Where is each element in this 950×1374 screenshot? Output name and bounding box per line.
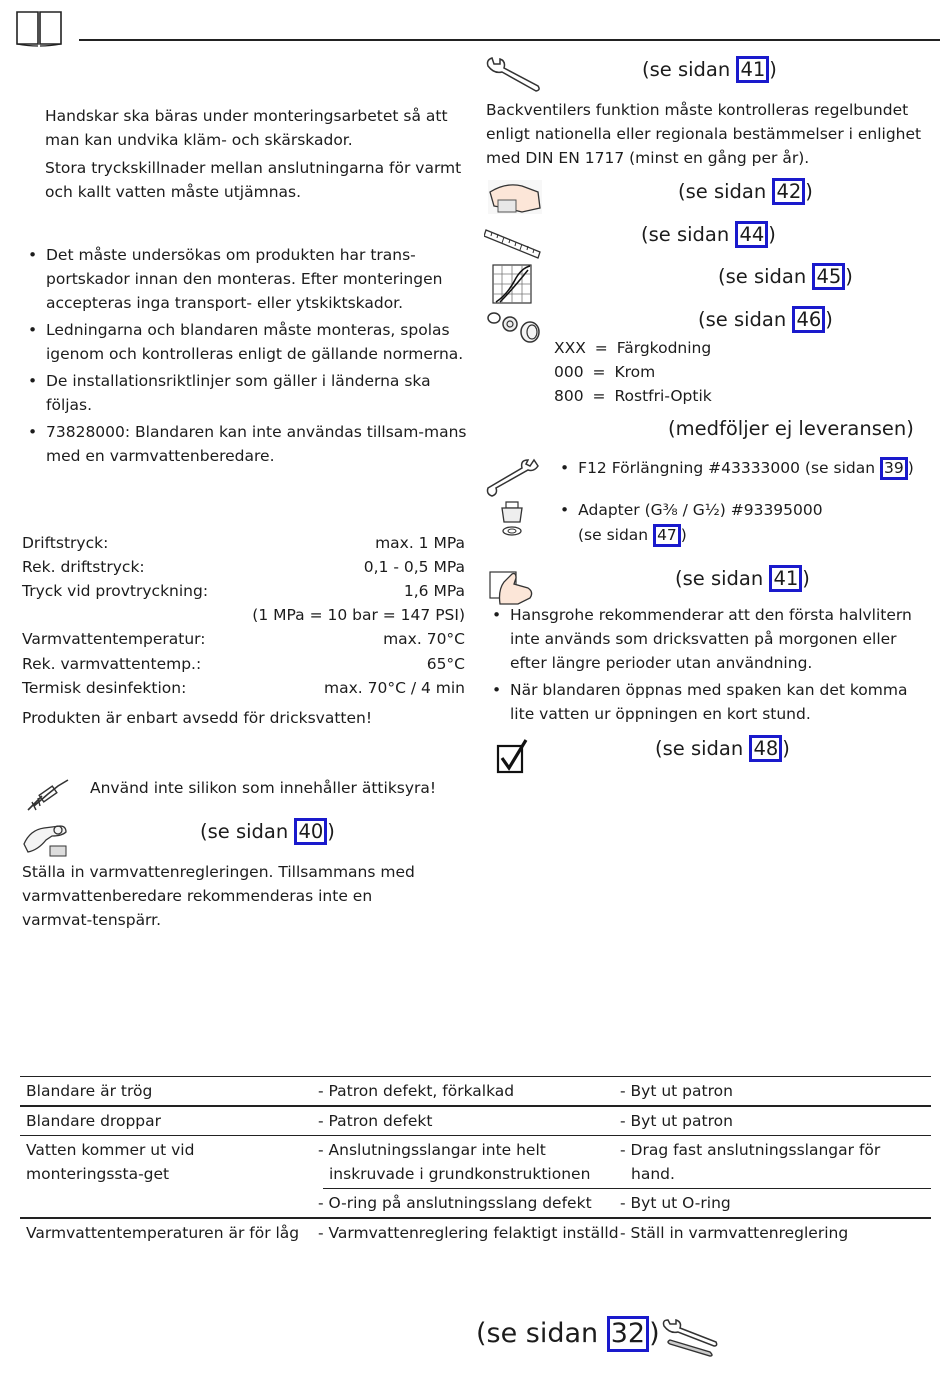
see-page-text: (se sidan bbox=[200, 820, 295, 843]
problem-cell: Varmvattentemperaturen är för låg bbox=[26, 1224, 300, 1242]
page-link-47[interactable]: 47 bbox=[653, 524, 681, 547]
see-page-close: ) bbox=[845, 265, 853, 288]
spec-row bbox=[22, 558, 465, 582]
remedy-cell: - Drag fast anslutningsslangar för hand. bbox=[625, 1136, 931, 1189]
spec-label: Tryck vid provtryckning: bbox=[22, 582, 209, 600]
remedy-cell: - Byt ut patron bbox=[625, 1077, 931, 1107]
usage-bullet: • När blandaren öppnas med spaken kan det komma lite vatten ur öppningen en kort stund. bbox=[486, 678, 931, 726]
see-page-close: ) bbox=[327, 820, 335, 843]
see-page-44 bbox=[641, 221, 776, 248]
problem-cell: Blandare droppar bbox=[20, 1106, 323, 1136]
problem-cell: Blandare är trög bbox=[20, 1077, 323, 1107]
spec-value: 0,1 - 0,5 MPa bbox=[363, 558, 465, 576]
see-page-text: (se sidan bbox=[476, 1318, 607, 1349]
spec-value: max. 1 MPa bbox=[375, 534, 465, 552]
spec-label: Rek. varmvattentemp.: bbox=[22, 655, 202, 673]
spec-row bbox=[22, 630, 465, 654]
see-page-close: ) bbox=[769, 58, 777, 81]
code: 000 bbox=[554, 363, 584, 381]
spec-value: 65°C bbox=[426, 655, 465, 673]
color-code bbox=[554, 360, 655, 384]
cause-cell: - Patron defekt bbox=[323, 1106, 625, 1136]
cleaning-hand-icon bbox=[486, 178, 544, 216]
code: 800 bbox=[554, 387, 584, 405]
spec-row bbox=[22, 606, 465, 630]
spare-parts-icon bbox=[486, 306, 544, 346]
spec-label: Rek. driftstryck: bbox=[22, 558, 145, 576]
see-page-close: ) bbox=[782, 737, 790, 760]
page-link-48[interactable]: 48 bbox=[749, 735, 782, 762]
install-bullet: • 73828000: Blandaren kan inte användas tillsam-mans med en varmvattenberedare. bbox=[22, 420, 467, 468]
accessory-text: Adapter (G³⁄₈ / G½) #93395000 bbox=[578, 501, 823, 519]
bullet: • bbox=[560, 501, 570, 519]
install-bullet: • De installationsriktlinjer som gäller i länderna ska följas. bbox=[22, 369, 467, 417]
see-page-close: ) bbox=[805, 180, 813, 203]
code: XXX bbox=[554, 339, 586, 357]
page-link-41[interactable]: 41 bbox=[769, 565, 802, 592]
backflow-note: Backventilers funktion måste kontrolleras regelbundet enligt nationella eller regionala bestämmelser i enlighet med DIN EN 1717 (minst en gång per år). bbox=[486, 101, 922, 167]
silicone-gun-icon bbox=[26, 776, 70, 812]
safety-text-2: Stora tryckskillnader mellan anslutningarna för varmt och kallt vatten måste utjämnas. bbox=[45, 159, 462, 201]
see-page-close: ) bbox=[649, 1318, 660, 1349]
spec-label: Termisk desinfektion: bbox=[22, 679, 187, 697]
bullet: • bbox=[560, 459, 570, 477]
see-page-text: (se sidan bbox=[642, 58, 737, 81]
hot-water-note: Ställa in varmvattenregleringen. Tillsammans med varmvattenberedare rekommenderas inte en varmvat-tenspärr. bbox=[22, 863, 415, 929]
wrench-icon bbox=[484, 56, 542, 94]
see-page-text: (se sidan bbox=[578, 526, 654, 544]
see-page-text: (se sidan bbox=[655, 737, 750, 760]
table-row bbox=[20, 1136, 931, 1189]
accessory-adapter-see bbox=[578, 523, 687, 547]
equals: = bbox=[592, 387, 606, 405]
code-name: Rostfri-Optik bbox=[614, 387, 712, 405]
see-page-text: (se sidan bbox=[678, 180, 773, 203]
page-link-45[interactable]: 45 bbox=[812, 263, 845, 290]
book-icon bbox=[14, 10, 64, 48]
not-included-heading: (medföljer ej leveransen) bbox=[668, 417, 914, 440]
footer-see-page-32 bbox=[476, 1316, 660, 1352]
problem-cell: Vatten kommer ut vid monteringssta-get bbox=[20, 1136, 323, 1219]
see-page-45 bbox=[718, 263, 853, 290]
see-page-text: (se sidan bbox=[675, 567, 770, 590]
see-page-48 bbox=[655, 735, 790, 762]
spec-row bbox=[22, 582, 465, 606]
header-rule bbox=[79, 39, 940, 41]
table-row bbox=[20, 1106, 931, 1136]
accessory-adapter bbox=[560, 498, 823, 522]
spec-label: Varmvattentemperatur: bbox=[22, 630, 206, 648]
see-page-text: (se sidan bbox=[718, 265, 813, 288]
tools-icon bbox=[660, 1318, 720, 1358]
checkbox-checked-icon bbox=[496, 738, 530, 776]
install-bullet: • Det måste undersökas om produkten har trans-portskador innan den monteras. Efter monteringen accepteras inga transport- eller ytskiktskador. bbox=[22, 243, 467, 315]
table-row bbox=[20, 1218, 931, 1247]
page-link-32[interactable]: 32 bbox=[607, 1316, 649, 1352]
extension-wrench-icon bbox=[484, 458, 542, 498]
spec-value: max. 70°C bbox=[383, 630, 465, 648]
see-page-41b bbox=[675, 565, 810, 592]
see-page-text: (se sidan bbox=[641, 223, 736, 246]
ruler-icon bbox=[484, 222, 542, 260]
safety-text-1: Handskar ska bäras under monteringsarbetet så att man kan undvika kläm- och skärskador. bbox=[45, 107, 448, 149]
see-page-close: ) bbox=[825, 308, 833, 331]
spec-row bbox=[22, 679, 465, 703]
accessory-extension bbox=[560, 456, 914, 480]
code-name: Färgkodning bbox=[616, 339, 712, 357]
usage-bullets bbox=[486, 603, 931, 729]
cause-cell: - O-ring på anslutningsslang defekt bbox=[323, 1189, 625, 1219]
see-page-41 bbox=[642, 56, 777, 83]
spec-label: Driftstryck: bbox=[22, 534, 109, 552]
silicone-note: Använd inte silikon som innehåller ättiksyra! bbox=[90, 779, 437, 797]
install-bullets bbox=[22, 243, 467, 471]
code-name: Krom bbox=[614, 363, 656, 381]
equals: = bbox=[594, 339, 608, 357]
see-page-close: ) bbox=[768, 223, 776, 246]
thermostat-hand-icon bbox=[22, 820, 70, 860]
remedy-cell: - Byt ut patron bbox=[625, 1106, 931, 1136]
see-page-40 bbox=[200, 818, 335, 845]
see-page-close: ) bbox=[907, 459, 914, 477]
see-page-close: ) bbox=[802, 567, 810, 590]
page-link-42[interactable]: 42 bbox=[772, 178, 805, 205]
see-page-42 bbox=[678, 178, 813, 205]
flow-diagram-icon bbox=[492, 264, 532, 304]
see-page-46 bbox=[698, 306, 833, 333]
remedy-cell: - Ställ in varmvattenreglering bbox=[620, 1224, 849, 1242]
see-page-close: ) bbox=[680, 526, 687, 544]
page-link-40[interactable]: 40 bbox=[294, 818, 327, 845]
page-link-41[interactable]: 41 bbox=[736, 56, 769, 83]
color-code bbox=[554, 384, 712, 408]
spec-row bbox=[22, 655, 465, 679]
see-page-text: (se sidan bbox=[698, 308, 793, 331]
cause-cell: - Patron defekt, förkalkad bbox=[323, 1077, 625, 1107]
troubleshooting-table bbox=[20, 1076, 931, 1247]
equals: = bbox=[592, 363, 606, 381]
table-row bbox=[20, 1077, 931, 1107]
page-link-46[interactable]: 46 bbox=[792, 306, 825, 333]
usage-bullet: • Hansgrohe rekommenderar att den första halvlitern inte används som dricksvatten på morgonen eller efter längre perioder utan användning. bbox=[486, 603, 931, 675]
drinking-water-note: Produkten är enbart avsedd för dricksvatten! bbox=[22, 709, 373, 727]
spec-value: 1,6 MPa bbox=[403, 582, 465, 600]
adapter-icon bbox=[498, 500, 526, 538]
install-bullet: • Ledningarna och blandaren måste monteras, spolas igenom och kontrolleras enligt de gällande normerna. bbox=[22, 318, 467, 366]
hand-lever-icon bbox=[488, 566, 536, 606]
page-link-39[interactable]: 39 bbox=[880, 457, 908, 480]
page-link-44[interactable]: 44 bbox=[735, 221, 768, 248]
spec-row bbox=[22, 534, 465, 558]
spec-value: (1 MPa = 10 bar = 147 PSI) bbox=[252, 606, 465, 624]
color-code bbox=[554, 336, 711, 360]
cause-cell: - Anslutningsslangar inte helt inskruvade i grundkonstruktionen bbox=[323, 1136, 625, 1189]
cause-cell: - Varmvattenreglering felaktigt inställd bbox=[318, 1224, 619, 1242]
accessory-text: F12 Förlängning #43333000 (se sidan bbox=[578, 459, 880, 477]
remedy-cell: - Byt ut O-ring bbox=[625, 1189, 931, 1219]
spec-value: max. 70°C / 4 min bbox=[323, 679, 465, 697]
